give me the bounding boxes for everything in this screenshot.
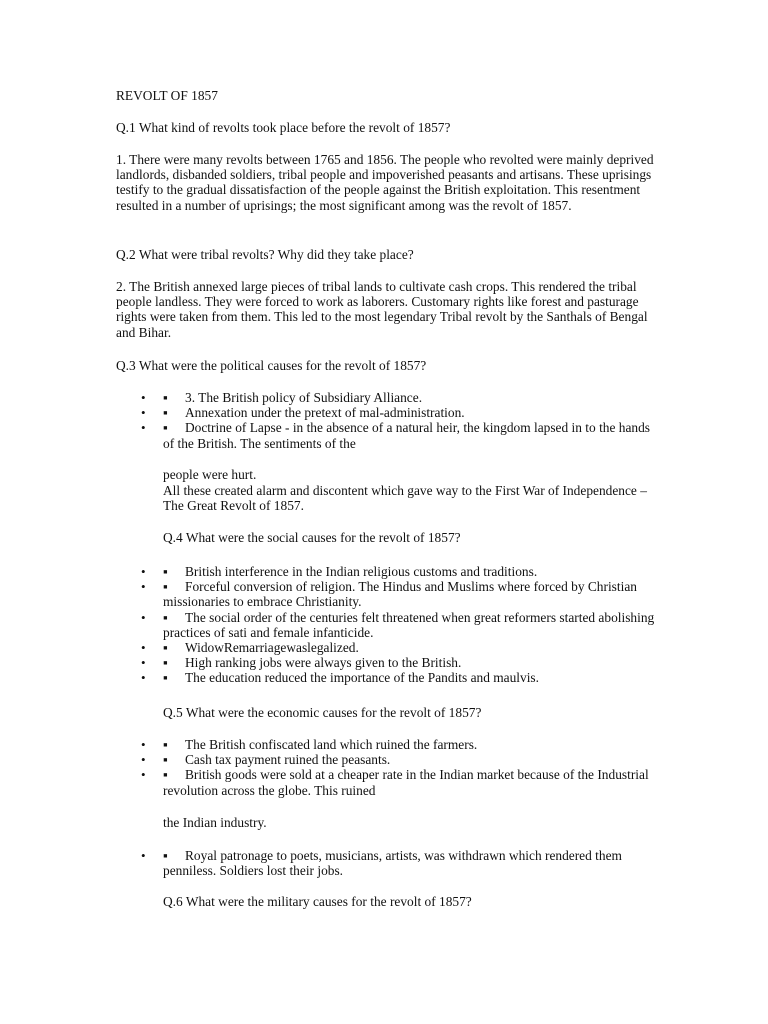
bullet-icon: • [141, 737, 146, 752]
list-item [0, 405, 663, 420]
question-1: Q.1 What kind of revolts took place before the revolt of 1857? [116, 120, 451, 135]
square-bullet-icon: ▪ [163, 579, 168, 595]
economic-causes-list [0, 737, 768, 798]
list-item [0, 737, 663, 752]
list-item [0, 420, 663, 450]
list-item-text: High ranking jobs were always given to the British. [185, 655, 462, 671]
bullet-icon: • [141, 579, 146, 595]
document-title: REVOLT OF 1857 [116, 88, 218, 103]
bullet-icon: • [141, 670, 146, 686]
list-item-text: Forceful conversion of religion. The Hindus and Muslims where forced by Christian missionaries to embrace Christianity. [163, 579, 637, 610]
square-bullet-icon: ▪ [163, 609, 168, 625]
list-item-text: Cash tax payment ruined the peasants. [185, 752, 391, 768]
question-5: Q.5 What were the economic causes for the revolt of 1857? [163, 705, 482, 720]
list-item [0, 390, 663, 405]
square-bullet-icon: ▪ [163, 655, 168, 671]
list-item-text: Annexation under the pretext of mal-administration. [185, 405, 465, 421]
square-bullet-icon: ▪ [163, 737, 168, 752]
list-item-text: WidowRemarriagewaslegalized. [185, 640, 359, 656]
square-bullet-icon: ▪ [163, 752, 168, 768]
economic-continuation: the Indian industry. [163, 815, 267, 830]
answer-2: 2. The British annexed large pieces of tribal lands to cultivate cash crops. This rendered the tribal people landless. They were forced to work as laborers. Customary rights like forest and pasturage rights were taken from them. This led to the most legendary Tribal revolt by the Santhals of Bengal and Bihar. [116, 279, 648, 340]
bullet-icon: • [141, 752, 146, 768]
square-bullet-icon: ▪ [163, 390, 168, 405]
list-item-text: The British confiscated land which ruined the farmers. [185, 737, 478, 752]
political-causes-list [0, 390, 768, 451]
bullet-icon: • [141, 609, 146, 625]
list-item-text: Doctrine of Lapse - in the absence of a natural heir, the kingdom lapsed in to the hands of the British. The sentiments of the [163, 420, 651, 451]
list-item [0, 848, 663, 878]
list-item [0, 640, 663, 655]
question-6: Q.6 What were the military causes for the revolt of 1857? [163, 894, 472, 909]
square-bullet-icon: ▪ [163, 405, 168, 421]
square-bullet-icon: ▪ [163, 640, 168, 656]
list-item-text: The social order of the centuries felt threatened when great reformers started abolishing practices of sati and female infanticide. [163, 609, 655, 640]
square-bullet-icon: ▪ [163, 564, 168, 579]
question-2: Q.2 What were tribal revolts? Why did they take place? [116, 247, 414, 262]
list-item-text: Royal patronage to poets, musicians, artists, was withdrawn which rendered them penniless. Soldiers lost their jobs. [163, 848, 622, 879]
list-item [0, 767, 663, 797]
bullet-icon: • [141, 848, 146, 863]
square-bullet-icon: ▪ [163, 848, 168, 863]
list-item [0, 655, 663, 670]
list-item [0, 610, 663, 640]
economic-causes-list-2 [0, 848, 768, 878]
question-3: Q.3 What were the political causes for the revolt of 1857? [116, 358, 427, 373]
political-continuation-2: All these created alarm and discontent which gave way to the First War of Independence – The Great Revolt of 1857. [163, 483, 647, 514]
bullet-icon: • [141, 420, 146, 436]
list-item [0, 564, 663, 579]
bullet-icon: • [141, 405, 146, 421]
square-bullet-icon: ▪ [163, 767, 168, 783]
bullet-icon: • [141, 564, 146, 579]
political-continuation-1: people were hurt. [163, 467, 257, 482]
list-item-text: British interference in the Indian religious customs and traditions. [185, 564, 538, 579]
bullet-icon: • [141, 655, 146, 671]
bullet-icon: • [141, 390, 146, 405]
list-item [0, 670, 663, 685]
social-causes-list [0, 564, 768, 686]
list-item [0, 752, 663, 767]
square-bullet-icon: ▪ [163, 420, 168, 436]
question-4: Q.4 What were the social causes for the revolt of 1857? [163, 530, 461, 545]
bullet-icon: • [141, 640, 146, 656]
list-item-text: 3. The British policy of Subsidiary Alliance. [185, 390, 423, 405]
list-item-text: The education reduced the importance of the Pandits and maulvis. [185, 670, 539, 686]
list-item-text: British goods were sold at a cheaper rate in the Indian market because of the Industrial revolution across the globe. This ruined [163, 767, 649, 798]
list-item [0, 579, 663, 609]
bullet-icon: • [141, 767, 146, 783]
answer-1: 1. There were many revolts between 1765 and 1856. The people who revolted were mainly deprived landlords, disbanded soldiers, tribal people and impoverished peasants and artisans. These uprisings testify to the gradual dissatisfaction of the people against the British exploitation. This resentment resulted in a number of uprisings; the most significant among was the revolt of 1857. [116, 152, 654, 213]
square-bullet-icon: ▪ [163, 670, 168, 686]
